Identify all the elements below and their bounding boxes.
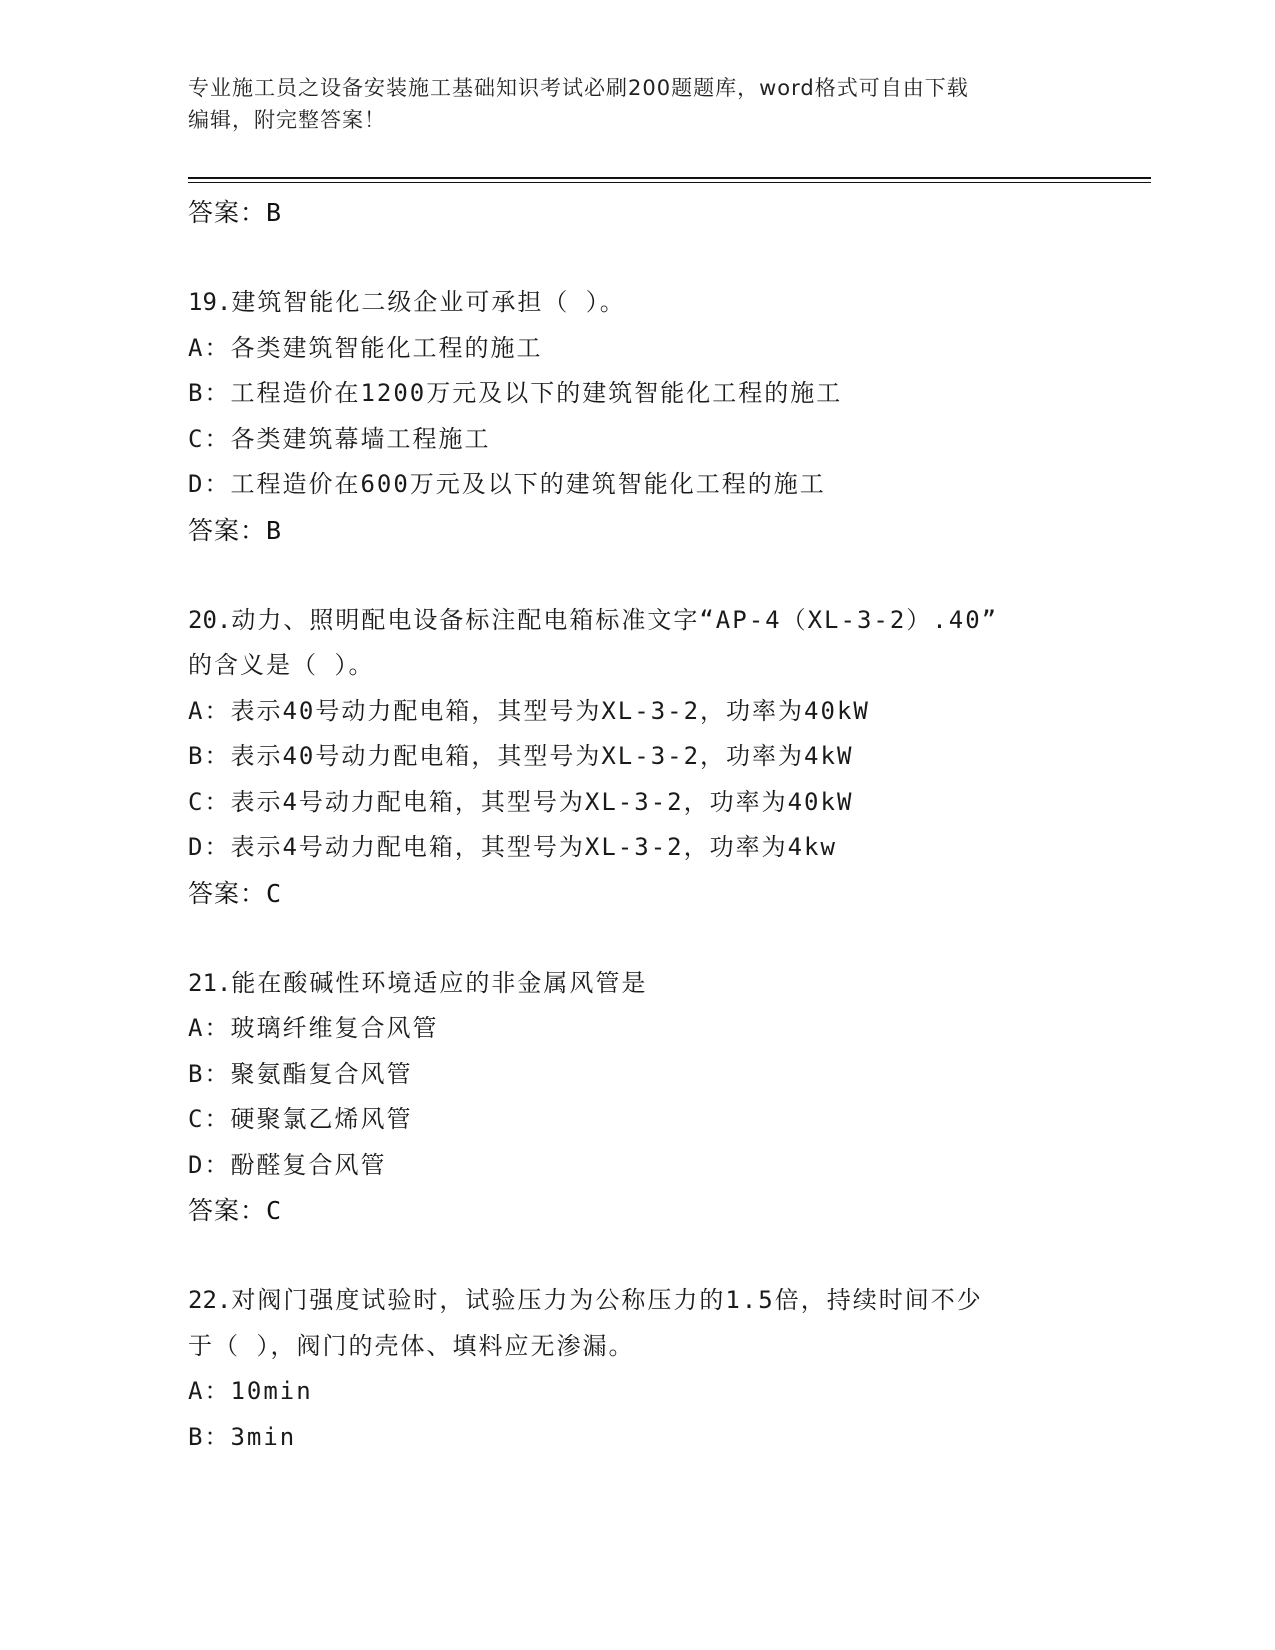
answer-label: 答案： [188,515,267,545]
option-c: C：表示4号动力配电箱，其型号为XL-3-2，功率为40kW [188,787,854,816]
header-rule-thin [188,182,1151,183]
question-text-line-1: 动力、照明配电设备标注配电箱标准文字“AP-4（XL-3-2）.40” [231,605,999,634]
option-a: A：各类建筑智能化工程的施工 [188,333,543,362]
option-d: D：酚醛复合风管 [188,1150,387,1179]
option-a: A：10min [188,1377,313,1405]
option-d: D：工程造价在600万元及以下的建筑智能化工程的施工 [188,470,826,498]
question-stem [188,1278,1088,1324]
option-b: B：工程造价在1200万元及以下的建筑智能化工程的施工 [188,379,843,407]
question-text: 能在酸碱性环境适应的非金属风管是 [231,968,648,997]
option-a: A：表示40号动力配电箱，其型号为XL-3-2，功率为40kW [188,696,870,725]
answer-21 [188,1188,1088,1233]
option-b: B：3min [188,1422,297,1451]
option-b: B：聚氨酯复合风管 [188,1059,413,1088]
answer-20 [188,871,1088,916]
question-text-line-2: 于（ ），阀门的壳体、填料应无渗漏。 [188,1331,635,1360]
header-title-line-1: 专业施工员之设备安装施工基础知识考试必刷200题题库，word格式可自由下载 [188,76,969,100]
question-text-line-1: 对阀门强度试验时，试验压力为公称压力的1.5倍，持续时间不少 [231,1286,983,1314]
question-list [188,190,1088,1460]
answer-19 [188,508,1088,553]
question-number: 22. [188,1286,232,1314]
header-rule-thick [188,177,1151,179]
option-d: D：表示4号动力配电箱，其型号为XL-3-2，功率为4kw [188,833,837,861]
answer-value: C [266,1196,282,1225]
question-number: 21. [188,968,232,997]
question-stem [188,280,1088,326]
question-22 [188,1278,1088,1460]
option-c: C：硬聚氯乙烯风管 [188,1105,413,1133]
answer-value: B [266,198,282,227]
option-c: C：各类建筑幕墙工程施工 [188,424,491,453]
answer-18 [188,190,1088,235]
spacer [188,916,1088,961]
answer-label: 答案： [188,198,267,227]
question-text-line-2: 的含义是（ ）。 [188,651,375,679]
header-title-line-2: 编辑，附完整答案！ [188,108,386,132]
question-number: 19. [188,288,232,316]
answer-value: B [266,515,282,545]
question-21 [188,961,1088,1234]
answer-label: 答案： [188,1196,267,1225]
question-number: 20. [188,605,232,634]
question-20 [188,598,1088,916]
spacer [188,235,1088,280]
spacer [188,1233,1088,1278]
spacer [188,553,1088,598]
answer-label: 答案： [188,878,267,908]
option-a: A：玻璃纤维复合风管 [188,1014,439,1042]
page-header [188,72,1088,136]
question-stem [188,598,1088,644]
question-stem [188,961,1088,1007]
question-text: 建筑智能化二级企业可承担（ ）。 [231,288,626,316]
option-b: B：表示40号动力配电箱，其型号为XL-3-2，功率为4kW [188,742,854,770]
answer-value: C [266,878,282,908]
question-19 [188,280,1088,553]
